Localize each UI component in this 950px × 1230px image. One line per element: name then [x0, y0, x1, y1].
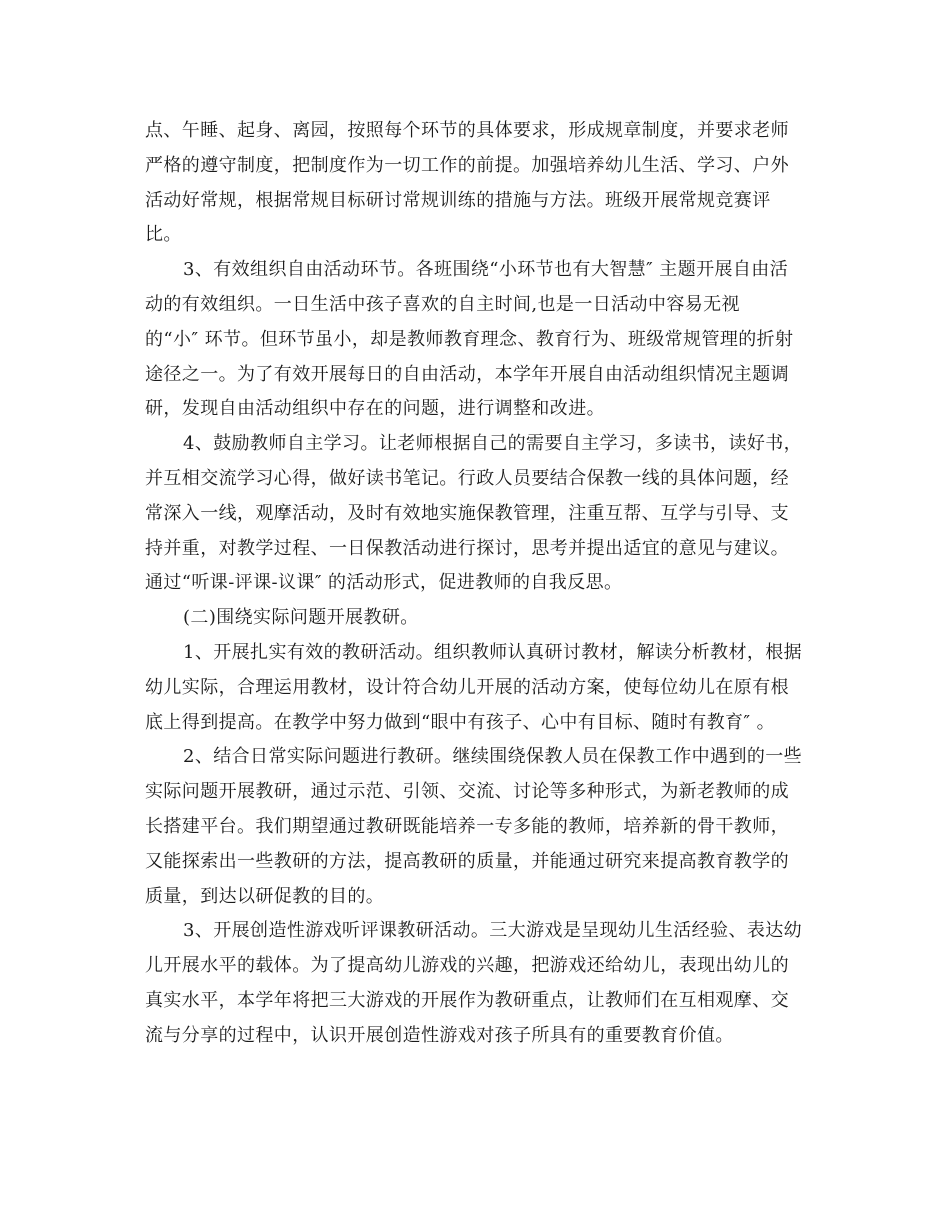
text-line: 4、鼓励教师自主学习。让老师根据自己的需要自主学习，多读书，读好书，: [183, 433, 803, 455]
text-line: 点、午睡、起身、离园，按照每个环节的具体要求，形成规章制度，并要求老师: [145, 120, 789, 141]
text-line: 3、有效组织自由活动环节。各班围绕“小环节也有大智慧″ 主题开展自由活: [183, 259, 789, 281]
text-line: 活动好常规，根据常规目标研讨常规训练的措施与方法。班级开展常规竞赛评: [145, 189, 771, 211]
text-line: 严格的遵守制度，把制度作为一切工作的前提。加强培养幼儿生活、学习、户外: [145, 154, 789, 176]
text-line: 底上得到提高。在教学中努力做到“眼中有孩子、心中有目标、随时有教育″ 。: [145, 711, 776, 733]
text-line: (二)围绕实际问题开展教研。: [183, 607, 419, 629]
text-line: 又能探索出一些教研的方法，提高教研的质量，并能通过研究来提高教育教学的: [145, 850, 789, 872]
document-body: [145, 114, 810, 1054]
text-line: 的“小″ 环节。但环节虽小，却是教师教育理念、教育行为、班级常规管理的折射: [145, 328, 794, 350]
text-line: 儿开展水平的载体。为了提高幼儿游戏的兴趣，把游戏还给幼儿，表现出幼儿的: [145, 955, 789, 977]
text-line: 通过“听课-评课-议课″ 的活动形式，促进教师的自我反思。: [145, 572, 623, 594]
text-line: 实际问题开展教研，通过示范、引领、交流、讨论等多种形式，为新老教师的成: [145, 781, 789, 803]
text-line: 流与分享的过程中，认识开展创造性游戏对孩子所具有的重要教育价值。: [145, 1024, 734, 1046]
text-line: 2、结合日常实际问题进行教研。继续围绕保教人员在保教工作中遇到的一些: [183, 746, 803, 768]
text-line: 常深入一线，观摩活动，及时有效地实施保教管理，注重互帮、互学与引导、支: [145, 502, 789, 524]
text-line: 动的有效组织。一日生活中孩子喜欢的自主时间,也是一日活动中容易无视: [145, 293, 740, 315]
text-line: 途径之一。为了有效开展每日的自由活动，本学年开展自由活动组织情况主题调: [145, 363, 789, 385]
text-line: 研，发现自由活动组织中存在的问题，进行调整和改进。: [145, 398, 605, 420]
text-line: 持并重，对教学过程、一日保教活动进行探讨，思考并提出适宜的意见与建议。: [145, 537, 789, 559]
text-line: 真实水平，本学年将把三大游戏的开展作为教研重点，让教师们在互相观摩、交: [145, 989, 789, 1011]
text-line: 3、开展创造性游戏听评课教研活动。三大游戏是呈现幼儿生活经验、表达幼: [183, 920, 803, 942]
text-line: 1、开展扎实有效的教研活动。组织教师认真研讨教材，解读分析教材，根据: [183, 641, 803, 663]
text-line: 长搭建平台。我们期望通过教研既能培养一专多能的教师，培养新的骨干教师，: [145, 815, 789, 837]
text-line: 质量，到达以研促教的目的。: [145, 885, 385, 907]
text-line: 并互相交流学习心得，做好读书笔记。行政人员要结合保教一线的具体问题，经: [145, 467, 789, 489]
text-line: 幼儿实际，合理运用教材，设计符合幼儿开展的活动方案，使每位幼儿在原有根: [145, 676, 789, 698]
text-line: 比。: [145, 224, 182, 246]
